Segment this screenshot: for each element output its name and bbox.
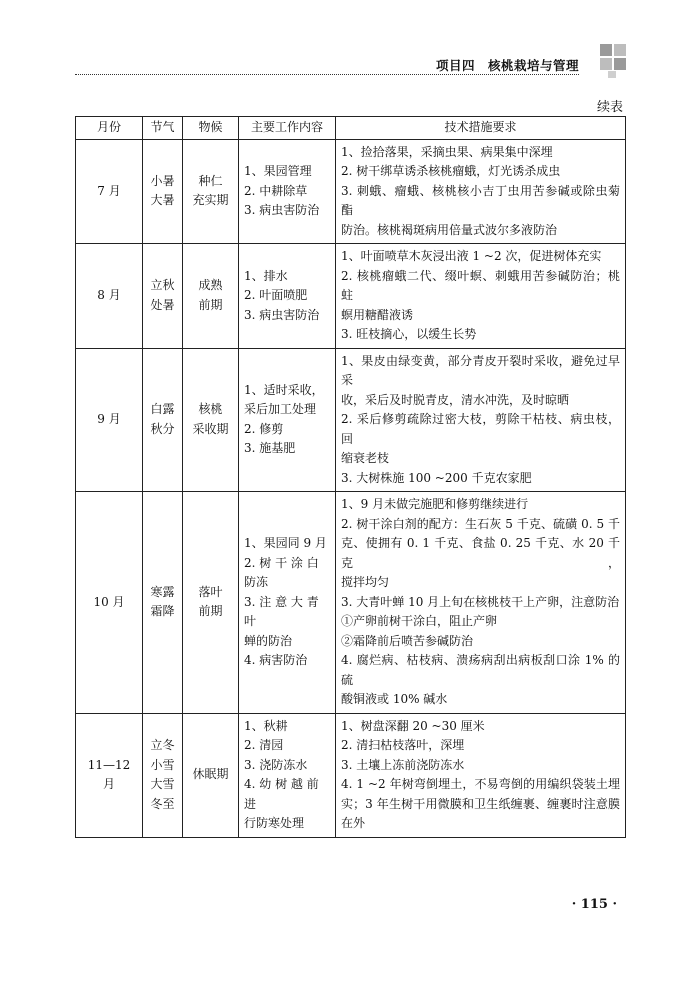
solar-term-cell: 白露 秋分 <box>143 348 183 492</box>
table-row <box>76 492 626 714</box>
work-cell: 1、秋耕 2. 清园 3. 浇防冻水 4. 幼 树 越 前 进 行防寒处理 <box>239 713 336 837</box>
tech-cell: 1、果皮由绿变黄，部分青皮开裂时采收，避免过早采 收，采后及时脱青皮，清水冲洗，及时晾晒 2. 采后修剪疏除过密大枝，剪除干枯枝、病虫枝，回 缩衰老枝 3. 大树株施 100 ~200 千克农家肥 <box>336 348 626 492</box>
column-header-main-work: 主要工作内容 <box>239 117 336 140</box>
month-cell: 10 月 <box>76 492 143 714</box>
table-row <box>76 139 626 244</box>
work-cell: 1、果园同 9 月 2. 树 干 涂 白 防冻 3. 注 意 大 青 叶 蝉的防治 4. 病害防治 <box>239 492 336 714</box>
solar-term-cell: 立冬 小雪 大雪 冬至 <box>143 713 183 837</box>
table-row <box>76 348 626 492</box>
phenology-cell: 种仁 充实期 <box>183 139 239 244</box>
column-header-month: 月份 <box>76 117 143 140</box>
phenology-cell: 落叶 前期 <box>183 492 239 714</box>
table-row <box>76 713 626 837</box>
header-rule <box>75 74 579 75</box>
month-cell: 8 月 <box>76 244 143 349</box>
work-cell: 1、适时采收， 采后加工处理 2. 修剪 3. 施基肥 <box>239 348 336 492</box>
page-number: · 115 · <box>571 897 617 912</box>
tech-cell: 1、捡拾落果，采摘虫果、病果集中深埋 2. 树干绑草诱杀核桃瘤蛾，灯光诱杀成虫 3. 刺蛾、瘤蛾、核桃核小吉丁虫用苦参碱或除虫菊酯 防治。核桃褐斑病用倍量式波尔多液防治 <box>336 139 626 244</box>
solar-term-cell: 立秋 处暑 <box>143 244 183 349</box>
month-cell: 7 月 <box>76 139 143 244</box>
solar-term-cell: 寒露 霜降 <box>143 492 183 714</box>
decorative-squares-icon <box>600 44 630 78</box>
column-header-phenology: 物候 <box>183 117 239 140</box>
tech-cell: 1、叶面喷草木灰浸出液 1 ~2 次，促进树体充实 2. 核桃瘤蛾二代、缀叶螟、刺蛾用苦参碱防治；桃蛀 螟用糖醋液诱 3. 旺枝摘心，以缓生长势 <box>336 244 626 349</box>
phenology-cell: 休眠期 <box>183 713 239 837</box>
table-row <box>76 244 626 349</box>
column-header-tech-requirements: 技术措施要求 <box>336 117 626 140</box>
solar-term-cell: 小暑 大暑 <box>143 139 183 244</box>
work-cell: 1、排水 2. 叶面喷肥 3. 病虫害防治 <box>239 244 336 349</box>
table-header-row <box>76 117 626 140</box>
phenology-cell: 核桃 采收期 <box>183 348 239 492</box>
month-cell: 11—12 月 <box>76 713 143 837</box>
work-cell: 1、果园管理 2. 中耕除草 3. 病虫害防治 <box>239 139 336 244</box>
column-header-solar-term: 节气 <box>143 117 183 140</box>
phenology-cell: 成熟 前期 <box>183 244 239 349</box>
running-header <box>0 0 699 80</box>
tech-cell: 1、树盘深翻 20 ~30 厘米 2. 清扫枯枝落叶，深埋 3. 土壤上冻前浇防冻水 4. 1 ~2 年树弯倒埋土，不易弯倒的用编织袋装土埋 实；3 年生树干用微膜和卫生纸缠裹、缠裹时注意膜 在外 <box>336 713 626 837</box>
cultivation-schedule-table <box>75 116 626 838</box>
continued-label: 续表 <box>596 100 623 115</box>
month-cell: 9 月 <box>76 348 143 492</box>
chapter-title: 项目四 核桃栽培与管理 <box>435 58 579 73</box>
tech-cell: 1、9 月未做完施肥和修剪继续进行 2. 树干涂白剂的配方：生石灰 5 千克、硫磺 0. 5 千 克、使拥有 0. 1 千克、食盐 0. 25 千克、水 20 千克， 搅拌均匀 3. 大青叶蝉 10 月上旬在核桃枝干上产卵，注意防治 ①产卵前树干涂白，阻止产卵 ②霜降前后喷苦参碱防治 4. 腐烂病、枯枝病、溃疡病刮出病板刮口涂 1% 的硫 酸铜液或 10% 碱水 <box>336 492 626 714</box>
